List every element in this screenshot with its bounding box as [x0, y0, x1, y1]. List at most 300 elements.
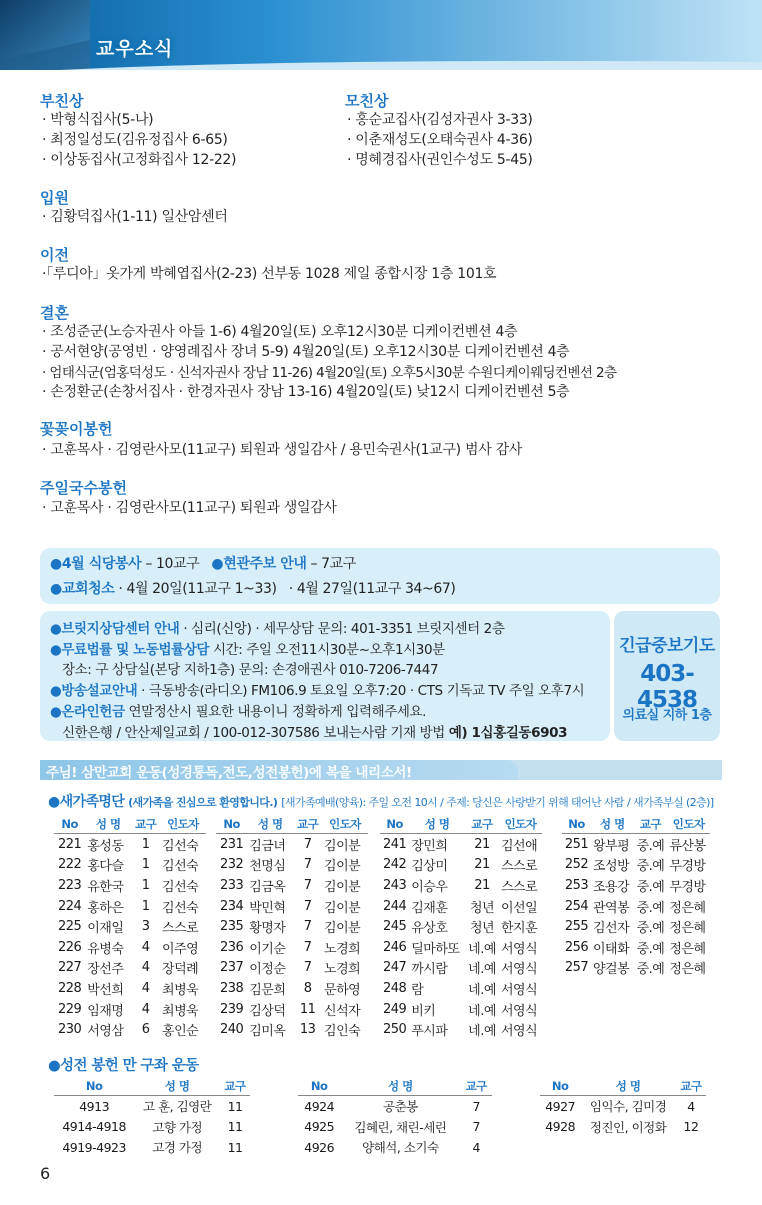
table-cell: 227 — [57, 960, 82, 976]
table-cell: 임익수, 김미경 — [589, 1099, 667, 1115]
page-header — [0, 0, 762, 78]
table-cell: 네.예 — [468, 962, 496, 978]
table-cell: 서영식 — [501, 1024, 538, 1040]
table-cell: 7 — [303, 960, 312, 976]
table-cell: 류산봉 — [669, 838, 706, 854]
table-cell: 최병욱 — [162, 982, 199, 998]
table-cell: 임재명 — [87, 1003, 124, 1019]
cafeteria-label: ●4월 식당봉사 — [50, 556, 142, 572]
table-cell: 중.예 — [636, 859, 665, 875]
table-header-row — [540, 1078, 706, 1096]
table-cell: 238 — [219, 980, 244, 996]
column-header: 성 명 — [409, 816, 465, 834]
table-header-row — [54, 816, 206, 834]
table-cell: 11 — [227, 1119, 243, 1135]
table-cell: 231 — [219, 836, 244, 852]
table-cell: 21 — [474, 836, 490, 852]
notice-line-online — [50, 700, 426, 720]
column-header: No — [562, 816, 591, 834]
table-cell: 유상호 — [411, 921, 448, 937]
cleaning-label: ●교회청소 — [50, 581, 115, 597]
table-cell: 장덕례 — [162, 962, 199, 978]
online-value: 연말정산시 필요한 내용이니 정확하게 입력해주세요. — [128, 704, 427, 720]
column-header: 교구 — [634, 816, 668, 834]
table-cell: 박선희 — [87, 982, 124, 998]
table-cell: 네.예 — [468, 1003, 496, 1019]
table-cell: 4925 — [304, 1119, 335, 1135]
table-cell: 7 — [303, 919, 312, 935]
table-cell: 12 — [683, 1119, 699, 1135]
table-cell: 1 — [141, 857, 150, 873]
column-header: 성 명 — [134, 1078, 220, 1096]
table-cell: 4924 — [304, 1098, 335, 1114]
table-cell: 240 — [219, 1022, 244, 1038]
table-cell: 유한국 — [87, 879, 124, 895]
column-header: 교구 — [131, 816, 160, 834]
table-row — [54, 916, 206, 937]
table-row — [216, 978, 368, 999]
table-cell: 푸시파 — [411, 1024, 448, 1040]
table-cell: 이태화 — [593, 941, 630, 957]
table-cell: 김상미 — [411, 859, 448, 875]
table-row — [54, 896, 206, 917]
table-cell: 11 — [227, 1139, 243, 1155]
table-cell: 김혜린, 채린-세린 — [354, 1119, 447, 1135]
broadcast-label: ●방송설교안내 — [50, 683, 138, 699]
table-cell: 7 — [303, 939, 312, 955]
column-header: 인도자 — [667, 816, 710, 834]
table-header-row — [298, 1078, 492, 1096]
table-row — [216, 916, 368, 937]
campaign-banner — [40, 760, 722, 780]
table-cell: 229 — [57, 1001, 82, 1017]
table-cell: 256 — [564, 939, 589, 955]
counsel-label: ●브릿지상담센터 안내 — [50, 621, 180, 637]
table-cell: 박민혁 — [249, 900, 286, 916]
table-cell: 1 — [141, 898, 150, 914]
table-cell: 스스로 — [501, 879, 538, 895]
column-header: 인도자 — [322, 816, 368, 834]
notice-line-legal — [50, 638, 445, 658]
table-cell: 4 — [141, 980, 150, 996]
table-cell: 중.예 — [636, 962, 665, 978]
table-cell: 239 — [219, 1001, 244, 1017]
table-cell: 무경방 — [669, 859, 706, 875]
section-title-noodle: 주일국수봉헌 — [40, 479, 127, 497]
table-cell: 242 — [382, 857, 407, 873]
emergency-number: 403-4538 — [636, 661, 697, 713]
table-cell: 230 — [57, 1022, 82, 1038]
table-cell: 네.예 — [468, 982, 496, 998]
table-cell: 251 — [564, 836, 589, 852]
table-header-row — [562, 816, 710, 834]
table-cell: 최병욱 — [162, 1003, 199, 1019]
table-cell: 이기순 — [249, 941, 286, 957]
table-row — [298, 1096, 492, 1117]
cleaning-value: · 4월 20일(11교구 1~33) · 4월 27일(11교구 34~67) — [118, 581, 456, 597]
table-cell: 21 — [474, 857, 490, 873]
table-cell: 7 — [472, 1119, 480, 1135]
table-row — [562, 875, 710, 896]
table-cell: 7 — [472, 1098, 480, 1114]
list-item: · 고훈목사 · 김영란사모(11교구) 퇴원과 생일감사 — [42, 500, 337, 516]
table-cell: 224 — [57, 898, 82, 914]
table-row — [54, 1096, 250, 1117]
entrance-label: ●현관주보 안내 — [211, 556, 307, 572]
table-row — [216, 875, 368, 896]
table-header-row — [54, 1078, 250, 1096]
table-cell: 서영식 — [501, 941, 538, 957]
table-cell: 4913 — [79, 1098, 110, 1114]
table-row — [54, 958, 206, 979]
table-cell: 네.예 — [468, 941, 496, 957]
table-cell: 4914-4918 — [62, 1119, 126, 1135]
offering-label: ●성전 봉헌 만 구좌 운동 — [48, 1058, 199, 1074]
table-row — [54, 1019, 206, 1040]
table-header-row — [216, 816, 368, 834]
table-row — [216, 937, 368, 958]
table-cell: 고 훈, 김영란 — [143, 1099, 212, 1115]
table-row — [380, 875, 542, 896]
table-row — [562, 937, 710, 958]
section-title-moving: 이전 — [40, 246, 69, 264]
offering-table-2 — [298, 1078, 492, 1158]
table-cell: 김재훈 — [411, 900, 448, 916]
table-cell: 정진인, 이정화 — [589, 1119, 667, 1135]
section-title-bereavement-father: 부친상 — [40, 92, 84, 110]
broadcast-value: · 극동방송(라디오) FM106.9 토요일 오후7:20 · CTS 기독교 TV 주일 오후7시 — [141, 683, 585, 699]
table-cell: 236 — [219, 939, 244, 955]
entrance-value: – 7교구 — [310, 556, 356, 572]
online-bank-info: 신한은행 / 안산제일교회 / 100-012-307586 보내는사람 기재 방법 — [62, 725, 445, 741]
table-row — [54, 1117, 250, 1138]
table-cell: 김선숙 — [162, 900, 199, 916]
table-cell: 4 — [141, 1001, 150, 1017]
column-header: 교구 — [460, 1078, 492, 1096]
table-cell: 청년 — [469, 900, 495, 916]
list-item: · 명혜경집사(권인수성도 5-45) — [347, 152, 533, 168]
table-cell: 중.예 — [636, 941, 665, 957]
table-cell: 6 — [141, 1022, 150, 1038]
list-item: · 이춘재성도(오태숙권사 4-36) — [347, 132, 533, 148]
header-title: 교우소식 — [96, 38, 174, 60]
table-cell: 람 — [411, 982, 424, 998]
new-family-sub: (새가족을 진심으로 환영합니다.) — [128, 796, 278, 809]
table-cell: 이재일 — [87, 921, 124, 937]
table-cell: 8 — [303, 980, 312, 996]
counsel-value: · 심리(신앙) · 세무상담 문의: 401-3351 브릿지센터 2층 — [183, 621, 505, 637]
column-header: No — [54, 1078, 134, 1096]
table-cell: 한지훈 — [501, 921, 538, 937]
column-header: No — [380, 816, 409, 834]
notice-line-broadcast — [50, 679, 584, 699]
table-cell: 김상덕 — [249, 1003, 286, 1019]
table-cell: 237 — [219, 960, 244, 976]
table-cell: 4927 — [545, 1098, 576, 1114]
table-cell: 공춘봉 — [383, 1099, 418, 1115]
table-cell: 홍하은 — [87, 900, 124, 916]
table-cell: 233 — [219, 877, 244, 893]
list-item: · 손정환군(손창서집사 · 한경자권사 장남 13-16) 4월20일(토) 낮12시 디케이컨벤션 5층 — [42, 384, 570, 400]
table-cell: 김선숙 — [162, 838, 199, 854]
table-header-row — [380, 816, 542, 834]
column-header: 교구 — [220, 1078, 250, 1096]
emergency-prayer-box — [614, 611, 720, 741]
list-item: ·「루디아」옷가게 박혜엽집사(2-23) 선부동 1028 제일 종합시장 1층 101호 — [42, 266, 497, 282]
table-cell: 254 — [564, 898, 589, 914]
new-family-label: ●새가족명단 — [48, 794, 125, 810]
table-cell: 4 — [141, 960, 150, 976]
table-cell: 248 — [382, 980, 407, 996]
table-cell: 서영식 — [501, 982, 538, 998]
table-cell: 이선일 — [501, 900, 538, 916]
table-cell: 11 — [227, 1098, 243, 1114]
table-cell: 241 — [382, 836, 407, 852]
table-cell: 조성방 — [593, 859, 630, 875]
table-cell: 249 — [382, 1001, 407, 1017]
table-cell: 중.예 — [636, 838, 665, 854]
table-cell: 7 — [303, 836, 312, 852]
table-cell: 서영식 — [501, 1003, 538, 1019]
table-row — [54, 937, 206, 958]
table-cell: 4928 — [545, 1119, 576, 1135]
table-row — [562, 958, 710, 979]
table-cell: 양걸봉 — [593, 962, 630, 978]
table-cell: 235 — [219, 919, 244, 935]
column-header: 교구 — [293, 816, 322, 834]
list-item: · 홍순교집사(김성자권사 3-33) — [347, 112, 533, 128]
table-cell: 257 — [564, 960, 589, 976]
table-cell: 양해석, 소기숙 — [362, 1140, 439, 1156]
table-cell: 정은혜 — [669, 941, 706, 957]
notice-line-cafeteria — [50, 553, 356, 573]
column-header: No — [216, 816, 247, 834]
column-header: 성 명 — [591, 816, 634, 834]
table-row — [54, 978, 206, 999]
table-cell: 김이분 — [324, 838, 361, 854]
column-header: 인도자 — [499, 816, 542, 834]
table-cell: 정은혜 — [669, 900, 706, 916]
table-cell: 김금녀 — [249, 838, 286, 854]
table-cell: 김이분 — [324, 921, 361, 937]
table-row — [54, 999, 206, 1020]
online-label: ●온라인헌금 — [50, 704, 125, 720]
table-cell: 장민희 — [411, 838, 448, 854]
table-cell: 243 — [382, 877, 407, 893]
table-cell: 221 — [57, 836, 82, 852]
table-cell: 왕부평 — [593, 838, 630, 854]
section-title-hospital: 입원 — [40, 189, 69, 207]
table-cell: 250 — [382, 1022, 407, 1038]
table-row — [298, 1137, 492, 1158]
table-cell: 1 — [141, 836, 150, 852]
legal-value: 시간: 주일 오전11시30분~오후1시30분 — [212, 642, 445, 658]
table-row — [562, 916, 710, 937]
column-header: 성 명 — [580, 1078, 676, 1096]
table-cell: 김선숙 — [162, 879, 199, 895]
table-cell: 비키 — [411, 1003, 436, 1019]
table-row — [380, 834, 542, 855]
table-cell: 234 — [219, 898, 244, 914]
table-cell: 김이분 — [324, 859, 361, 875]
table-cell: 문하영 — [324, 982, 361, 998]
table-cell: 3 — [141, 919, 150, 935]
table-cell: 네.예 — [468, 1024, 496, 1040]
table-cell: 228 — [57, 980, 82, 996]
table-cell: 11 — [299, 1001, 316, 1017]
page-number: 6 — [40, 1164, 51, 1183]
table-row — [562, 855, 710, 876]
table-cell: 청년 — [469, 921, 495, 937]
table-cell: 김미옥 — [249, 1024, 286, 1040]
table-cell: 천명심 — [249, 859, 286, 875]
table-cell: 중.예 — [636, 879, 665, 895]
table-cell: 13 — [299, 1022, 316, 1038]
table-cell: 김금옥 — [249, 879, 286, 895]
list-item: · 김황덕집사(1-11) 일산암센터 — [42, 209, 228, 225]
legal-label: ●무료법률 및 노동법률상담 — [50, 642, 210, 658]
section-title-bereavement-mother: 모친상 — [345, 92, 389, 110]
table-row — [540, 1117, 706, 1138]
notice-line-cleaning — [50, 578, 455, 598]
list-item: · 고훈목사 · 김영란사모(11교구) 퇴원과 생일감사 / 용민숙권사(1교구) 범사 감사 — [42, 442, 523, 458]
table-cell: 252 — [564, 857, 589, 873]
table-row — [54, 855, 206, 876]
table-cell: 이주영 — [162, 941, 199, 957]
table-cell: 245 — [382, 919, 407, 935]
table-row — [380, 896, 542, 917]
table-cell: 21 — [474, 877, 490, 893]
emergency-location: 의료실 지하 1층 — [622, 708, 712, 723]
table-cell: 무경방 — [669, 879, 706, 895]
table-row — [380, 999, 542, 1020]
table-cell: 4 — [687, 1098, 695, 1114]
table-cell: 7 — [303, 857, 312, 873]
list-item: · 엄태식군(엄홍덕성도 · 신석자권사 장남 11-26) 4월20일(토) 오후5시30분 수원디케이웨딩컨벤션 2층 — [42, 365, 617, 381]
table-cell: 중.예 — [636, 900, 665, 916]
table-cell: 홍성동 — [87, 838, 124, 854]
table-cell: 1 — [141, 877, 150, 893]
table-row — [216, 999, 368, 1020]
new-family-heading — [48, 791, 714, 811]
table-row — [216, 896, 368, 917]
new-family-table-2 — [216, 816, 368, 1040]
table-row — [216, 855, 368, 876]
table-row — [216, 1019, 368, 1040]
table-row — [54, 875, 206, 896]
table-cell: 4 — [141, 939, 150, 955]
new-family-note: [새가족예배(양육): 주일 오전 10시 / 주제: 당신은 사랑받기 위해 태어난 사람 / 새가족부실 (2층)] — [281, 796, 714, 809]
table-row — [380, 958, 542, 979]
column-header: No — [54, 816, 85, 834]
table-cell: 247 — [382, 960, 407, 976]
table-cell: 정은혜 — [669, 921, 706, 937]
table-cell: 김선애 — [501, 838, 538, 854]
section-title-flower: 꽃꽂이봉헌 — [40, 420, 113, 438]
table-cell: 정은혜 — [669, 962, 706, 978]
table-cell: 김문희 — [249, 982, 286, 998]
table-cell: 노경희 — [324, 941, 361, 957]
table-row — [298, 1117, 492, 1138]
table-cell: 홍인순 — [162, 1024, 199, 1040]
list-item: · 이상동집사(고정화집사 12-22) — [42, 152, 237, 168]
table-cell: 7 — [303, 877, 312, 893]
table-row — [380, 937, 542, 958]
legal-value-line2: 장소: 구 상담실(본당 지하1층) 문의: 손경애권사 010-7206-7447 — [62, 662, 439, 678]
table-cell: 관역봉 — [593, 900, 630, 916]
online-value-line2 — [62, 721, 567, 741]
column-header: 교구 — [676, 1078, 706, 1096]
emergency-title: 긴급중보기도 — [619, 636, 715, 656]
column-header: 성 명 — [247, 816, 293, 834]
table-row — [562, 896, 710, 917]
column-header: No — [298, 1078, 340, 1096]
notice-line-counsel — [50, 617, 505, 637]
list-item: · 공서현양(공영빈 · 양영례집사 장녀 5-9) 4월20일(토) 오후12시30분 디케이컨벤션 4층 — [42, 344, 570, 360]
table-cell: 253 — [564, 877, 589, 893]
list-item: · 최정일성도(김유정집사 6-65) — [42, 132, 228, 148]
table-row — [216, 834, 368, 855]
table-cell: 김인숙 — [324, 1024, 361, 1040]
banner-text: 주님! 삼만교회 운동(성경통독,전도,성전봉헌)에 복을 내리소서! — [46, 765, 412, 781]
table-cell: 김이분 — [324, 879, 361, 895]
column-header: 교구 — [465, 816, 499, 834]
table-row — [562, 834, 710, 855]
table-cell: 246 — [382, 939, 407, 955]
list-item: · 조성준군(노승자권사 아들 1-6) 4월20일(토) 오후12시30분 디케이컨벤션 4층 — [42, 324, 518, 340]
table-cell: 4 — [472, 1139, 480, 1155]
table-cell: 유병숙 — [87, 941, 124, 957]
table-cell: 황명자 — [249, 921, 286, 937]
table-cell: 이정순 — [249, 962, 286, 978]
table-cell: 스스로 — [162, 921, 199, 937]
table-cell: 222 — [57, 857, 82, 873]
column-header: 성 명 — [340, 1078, 460, 1096]
new-family-table-3 — [380, 816, 542, 1040]
table-row — [380, 855, 542, 876]
offering-heading — [48, 1054, 199, 1075]
table-cell: 신석자 — [324, 1003, 361, 1019]
table-cell: 홍다슬 — [87, 859, 124, 875]
table-row — [54, 1137, 250, 1158]
table-cell: 244 — [382, 898, 407, 914]
column-header: 성 명 — [85, 816, 131, 834]
table-cell: 이승우 — [411, 879, 448, 895]
table-cell: 고향 가정 — [152, 1119, 203, 1135]
table-cell: 7 — [303, 898, 312, 914]
table-cell: 223 — [57, 877, 82, 893]
table-cell: 고경 가정 — [152, 1140, 203, 1156]
table-cell: 226 — [57, 939, 82, 955]
table-cell: 딜마하또 — [411, 941, 460, 957]
new-family-table-4 — [562, 816, 710, 978]
table-row — [54, 834, 206, 855]
offering-table-3 — [540, 1078, 706, 1137]
table-cell: 225 — [57, 919, 82, 935]
online-example: 예) 1십홍길동6903 — [448, 725, 568, 741]
section-title-wedding: 결혼 — [40, 304, 69, 322]
table-cell: 서영삼 — [87, 1024, 124, 1040]
table-cell: 노경희 — [324, 962, 361, 978]
table-row — [216, 958, 368, 979]
table-row — [380, 916, 542, 937]
table-cell: 255 — [564, 919, 589, 935]
table-cell: 4926 — [304, 1139, 335, 1155]
list-item: · 박형식집사(5-나) — [42, 112, 154, 128]
table-cell: 중.예 — [636, 921, 665, 937]
new-family-table-1 — [54, 816, 206, 1040]
table-cell: 4919-4923 — [62, 1139, 126, 1155]
